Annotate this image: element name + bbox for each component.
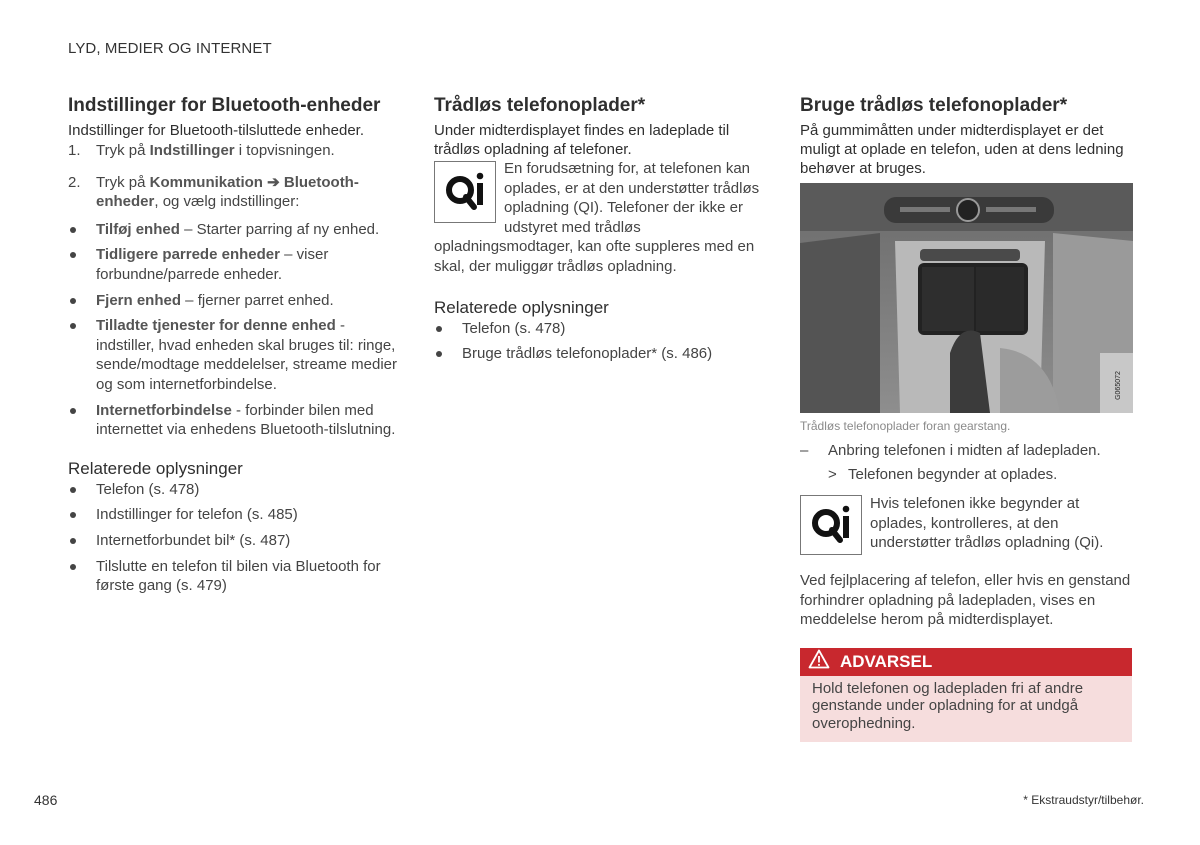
- photo-code-text: G065072: [1114, 371, 1122, 400]
- result-text: Telefonen begynder at oplades.: [848, 465, 1058, 483]
- option-key: Fjern enhed: [96, 291, 182, 309]
- warning-triangle-icon: [808, 649, 830, 674]
- qi-logo-icon: [800, 495, 862, 555]
- option-item: [68, 220, 398, 240]
- qi-requirement-text: En forudsætning for, at telefonen kan oplades, er at den understøtter trådløs opladning (QI). Telefoner der ikke er udstyret med trådløs opladningsmodtager, kan ofte suppleres med en skal, der muliggør trådløs opladning.: [434, 160, 760, 275]
- result-mark: >: [828, 465, 837, 483]
- qi-section: [434, 159, 770, 277]
- related-link[interactable]: Indstillinger for telefon (s. 485): [68, 505, 398, 525]
- qi-logo-icon: [434, 161, 496, 223]
- warning-header: [800, 648, 1132, 676]
- warning-title: ADVARSEL: [840, 651, 933, 671]
- step-text: Anbring telefonen i midten af ladepladen.: [828, 442, 1101, 459]
- related-link[interactable]: Bruge trådløs telefonoplader* (s. 486): [434, 344, 770, 364]
- warning-text: Hold telefonen og ladepladen fri af andre genstande under opladning for at undgå overophedning.: [800, 676, 1132, 743]
- option-item: [68, 401, 398, 440]
- wireless-charger-title: Trådløs telefonoplader*: [434, 95, 646, 116]
- page-number: 486: [34, 792, 58, 808]
- step-item: [68, 141, 398, 161]
- option-key: Tilladte tjenester for denne enhed: [96, 317, 336, 335]
- options-list: [68, 220, 398, 440]
- option-key: Tidligere parrede enheder: [96, 246, 280, 264]
- warning-box: [800, 648, 1132, 743]
- footnote: * Ekstraudstyr/tilbehør.: [1023, 793, 1144, 807]
- wireless-charger-lead: Under midterdisplayet findes en ladeplade til trådløs opladning af telefoner.: [434, 122, 730, 158]
- step-number: 2.: [68, 173, 81, 191]
- column-bluetooth-settings: [68, 93, 398, 596]
- step-key: Kommunikation ➔ Bluetooth-enheder: [96, 173, 359, 211]
- charger-photo: [800, 183, 1133, 413]
- step-item: [68, 173, 398, 212]
- option-key: Internetforbindelse: [96, 401, 232, 419]
- option-key: Tilføj enhed: [96, 220, 180, 238]
- step-dash: –: [800, 442, 809, 459]
- option-text: - forbinder bilen med internettet via enhedens Bluetooth-tilslutning.: [96, 401, 396, 439]
- option-text: - indstiller, hvad enheden skal bruges til: ringe, sende/modtage meddelelser, streame medier og som internetforbindelse.: [96, 317, 397, 393]
- step-number: 1.: [68, 142, 81, 159]
- step-text: Tryk på: [96, 173, 150, 191]
- related-list: [434, 319, 770, 364]
- step-text: Tryk på: [96, 142, 150, 159]
- instruction-step: [800, 441, 1133, 461]
- related-info-title: Relaterede oplysninger: [434, 297, 609, 317]
- related-link[interactable]: Telefon (s. 478): [434, 319, 770, 339]
- use-charger-title: Bruge trådløs telefonoplader*: [800, 95, 1068, 116]
- step-key: Indstillinger: [149, 142, 235, 159]
- bluetooth-settings-lead: Indstillinger for Bluetooth-tilsluttede enheder.: [68, 122, 365, 139]
- option-text: – Starter parring af ny enhed.: [179, 220, 380, 238]
- section-header: LYD, MEDIER OG INTERNET: [68, 40, 272, 57]
- related-link[interactable]: Tilslutte en telefon til bilen via Bluetooth for første gang (s. 479): [68, 557, 398, 596]
- column-wireless-charger: [434, 93, 770, 364]
- option-item: [68, 245, 398, 284]
- related-link[interactable]: Telefon (s. 478): [68, 480, 398, 500]
- step-text: , og vælg indstillinger:: [154, 193, 300, 211]
- related-link[interactable]: Internetforbundet bil* (s. 487): [68, 531, 398, 551]
- column-use-wireless-charger: [800, 93, 1133, 742]
- bluetooth-settings-title: Indstillinger for Bluetooth-enheder: [68, 95, 381, 116]
- qi-note-text: Hvis telefonen ikke begynder at oplades, kontrolleres, at den understøtter trådløs opladning (Qi).: [870, 495, 1104, 552]
- option-text: – viser forbundne/parrede enheder.: [96, 246, 329, 283]
- step-text: i topvisningen.: [234, 142, 335, 159]
- option-item: [68, 316, 398, 394]
- option-text: – fjerner parret enhed.: [181, 291, 334, 309]
- related-list: [68, 480, 398, 596]
- option-item: [68, 291, 398, 311]
- use-charger-lead: På gummimåtten under midterdisplayet er det muligt at oplade en telefon, uden at dens ledning behøver at bruges.: [800, 122, 1124, 177]
- misplacement-text: Ved fejlplacering af telefon, eller hvis en genstand forhindrer opladning på ladepladen, vises en meddelelse herom på midterdisplayet.: [800, 572, 1131, 629]
- instruction-result: [800, 465, 1133, 485]
- qi-note-section: [800, 494, 1133, 559]
- related-info-title: Relaterede oplysninger: [68, 458, 243, 478]
- photo-caption: Trådløs telefonoplader foran gearstang.: [800, 419, 1011, 433]
- photo-code: [1114, 367, 1129, 407]
- steps-list: [68, 141, 398, 212]
